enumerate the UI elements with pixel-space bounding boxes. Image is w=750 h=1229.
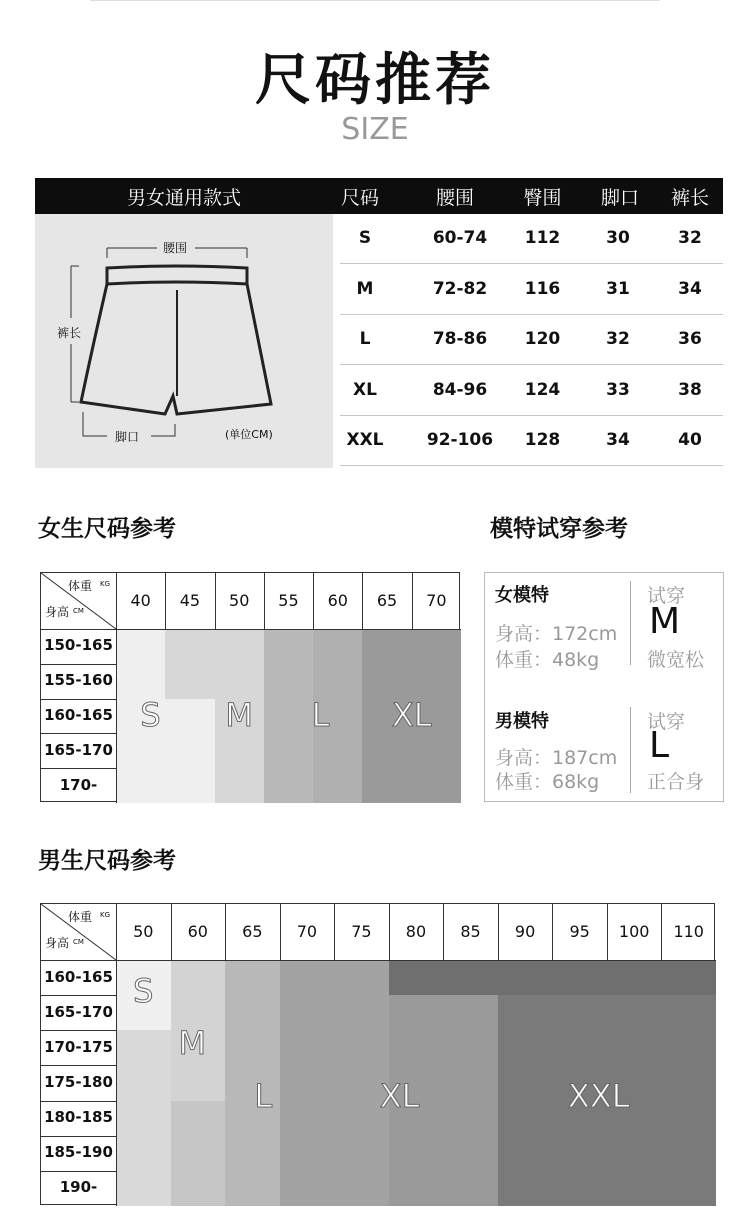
height-row-label: 170- (59, 775, 98, 794)
weight-header: 80 (405, 922, 427, 941)
size-cell-hip: 120 (524, 329, 561, 350)
weight-header: 40 (130, 591, 151, 610)
women-heading: 女生尺码参考 (38, 516, 176, 542)
size-zone-label: M (225, 696, 253, 734)
female-model-weight: 体重：48kg (495, 649, 600, 671)
weight-header: 70 (426, 591, 447, 610)
size-cell-hem: 31 (606, 278, 630, 299)
men-size-grid (40, 903, 715, 1205)
size-zone-label: S (140, 696, 161, 734)
size-cell-waist: 60-74 (432, 228, 488, 248)
female-fit: 微宽松 (647, 649, 705, 671)
size-cell-length: 38 (678, 379, 702, 400)
weight-header: 95 (569, 922, 590, 941)
size-cell-hip: 128 (524, 430, 561, 451)
size-zone-label: XXL (567, 1077, 630, 1116)
size-cell-waist: 78-86 (432, 329, 488, 350)
size-zone-label: S (133, 971, 154, 1010)
weight-label: 体重 (68, 910, 93, 924)
model-reference-box (484, 572, 724, 802)
size-cell-hip: 112 (524, 228, 561, 248)
weight-unit: KG (100, 580, 111, 588)
size-cell-hem: 32 (606, 329, 630, 350)
weight-header: 50 (229, 591, 250, 610)
size-cell-waist: 84-96 (432, 379, 488, 400)
male-model-weight: 体重：68kg (495, 771, 600, 793)
male-model-label: 男模特 (495, 711, 549, 732)
models-heading: 模特试穿参考 (490, 516, 628, 542)
female-try-size: M (649, 601, 681, 642)
size-cell-length: 40 (678, 430, 702, 451)
weight-header: 110 (673, 922, 704, 941)
height-row-label: 160-165 (44, 967, 113, 986)
height-row-label: 165-170 (44, 1002, 113, 1021)
weight-header: 45 (179, 591, 201, 610)
weight-label: 体重 (68, 579, 93, 593)
weight-header: 75 (351, 922, 372, 941)
size-cell-size: M (356, 278, 374, 299)
size-cell-waist: 72-82 (432, 278, 488, 299)
height-row-label: 180-185 (44, 1108, 113, 1127)
hem-label: 脚口 (115, 430, 140, 444)
grid-line (41, 664, 116, 665)
male-model-height: 身高：187cm (495, 747, 618, 769)
size-cell-size: XXL (346, 430, 384, 451)
header-style: 男女通用款式 (126, 187, 241, 209)
grid-line (41, 629, 461, 630)
grid-line (41, 1030, 116, 1031)
weight-header: 50 (133, 922, 154, 941)
size-cell-size: S (358, 228, 372, 248)
female-model-label: 女模特 (495, 585, 549, 606)
height-label: 身高 (45, 936, 70, 950)
grid-line (41, 733, 116, 734)
header-size: 尺码 (340, 187, 379, 209)
size-row (340, 366, 723, 416)
height-unit: CM (73, 938, 84, 946)
header-length: 裤长 (670, 187, 709, 209)
size-cell-size: L (359, 329, 371, 350)
model-divider (630, 707, 631, 793)
weight-header: 65 (376, 591, 398, 610)
size-cell-waist: 92-106 (426, 430, 494, 451)
size-row (340, 315, 723, 365)
header-hem: 脚口 (600, 187, 639, 209)
size-zone-label: M (178, 1024, 207, 1063)
height-row-label: 170-175 (44, 1037, 113, 1056)
size-zone-label: L (254, 1077, 273, 1116)
men-heading: 男生尺码参考 (38, 848, 176, 874)
height-row-label: 175-180 (44, 1073, 113, 1091)
page-subtitle: SIZE (341, 112, 409, 147)
size-zone-fill (165, 629, 214, 699)
size-cell-length: 36 (678, 329, 702, 350)
shorts-diagram (35, 214, 333, 468)
length-label: 裤长 (57, 326, 82, 340)
weight-unit: KG (100, 911, 111, 919)
height-row-label: 155-160 (44, 671, 113, 690)
size-cell-hem: 33 (606, 379, 630, 400)
female-try-label: 试穿 (647, 585, 686, 607)
height-label: 身高 (45, 605, 70, 619)
male-try-label: 试穿 (647, 711, 686, 733)
grid-line (41, 1065, 116, 1066)
size-row (340, 416, 723, 466)
size-row (340, 265, 723, 315)
size-zone-label: XL (391, 696, 432, 734)
header-hip: 臀围 (523, 187, 562, 209)
weight-header: 90 (514, 922, 536, 941)
height-row-label: 150-165 (44, 636, 113, 655)
height-row-label: 160-165 (44, 706, 113, 724)
women-size-grid (40, 572, 460, 802)
size-row (340, 214, 723, 264)
size-cell-hem: 30 (606, 228, 630, 248)
male-fit: 正合身 (647, 771, 705, 793)
female-model-height: 身高：172cm (495, 623, 618, 645)
grid-line (41, 1101, 116, 1102)
weight-header: 85 (460, 922, 481, 941)
header-waist: 腰围 (435, 187, 474, 209)
weight-header: 55 (278, 591, 299, 610)
size-cell-size: XL (353, 379, 377, 400)
model-divider (630, 581, 631, 665)
size-cell-hem: 34 (606, 430, 630, 451)
size-zone-label: XL (379, 1077, 420, 1116)
male-try-size: L (649, 725, 670, 766)
size-cell-hip: 124 (524, 379, 561, 400)
grid-line (41, 1171, 116, 1172)
size-cell-hip: 116 (524, 278, 561, 299)
waist-label: 腰围 (163, 241, 188, 255)
height-row-label: 190- (59, 1178, 98, 1197)
size-cell-length: 34 (678, 278, 702, 299)
grid-line (41, 699, 116, 700)
grid-line (41, 1136, 116, 1137)
height-row-label: 185-190 (44, 1143, 113, 1162)
top-divider (90, 0, 660, 1)
weight-header: 65 (242, 922, 263, 941)
weight-header: 100 (618, 922, 650, 941)
unit-note: (单位CM) (225, 428, 273, 441)
height-row-label: 165-170 (44, 740, 113, 759)
size-zone-label: L (311, 696, 330, 734)
size-cell-length: 32 (678, 228, 702, 248)
size-table-header (35, 178, 723, 214)
page-title: 尺码推荐 (255, 48, 495, 113)
height-unit: CM (73, 607, 84, 615)
weight-header: 60 (327, 591, 348, 610)
weight-header: 70 (296, 922, 318, 941)
weight-header: 60 (187, 922, 208, 941)
size-zone-fill (389, 960, 716, 995)
grid-line (41, 960, 716, 961)
grid-line (41, 768, 116, 769)
grid-line (116, 904, 117, 1206)
